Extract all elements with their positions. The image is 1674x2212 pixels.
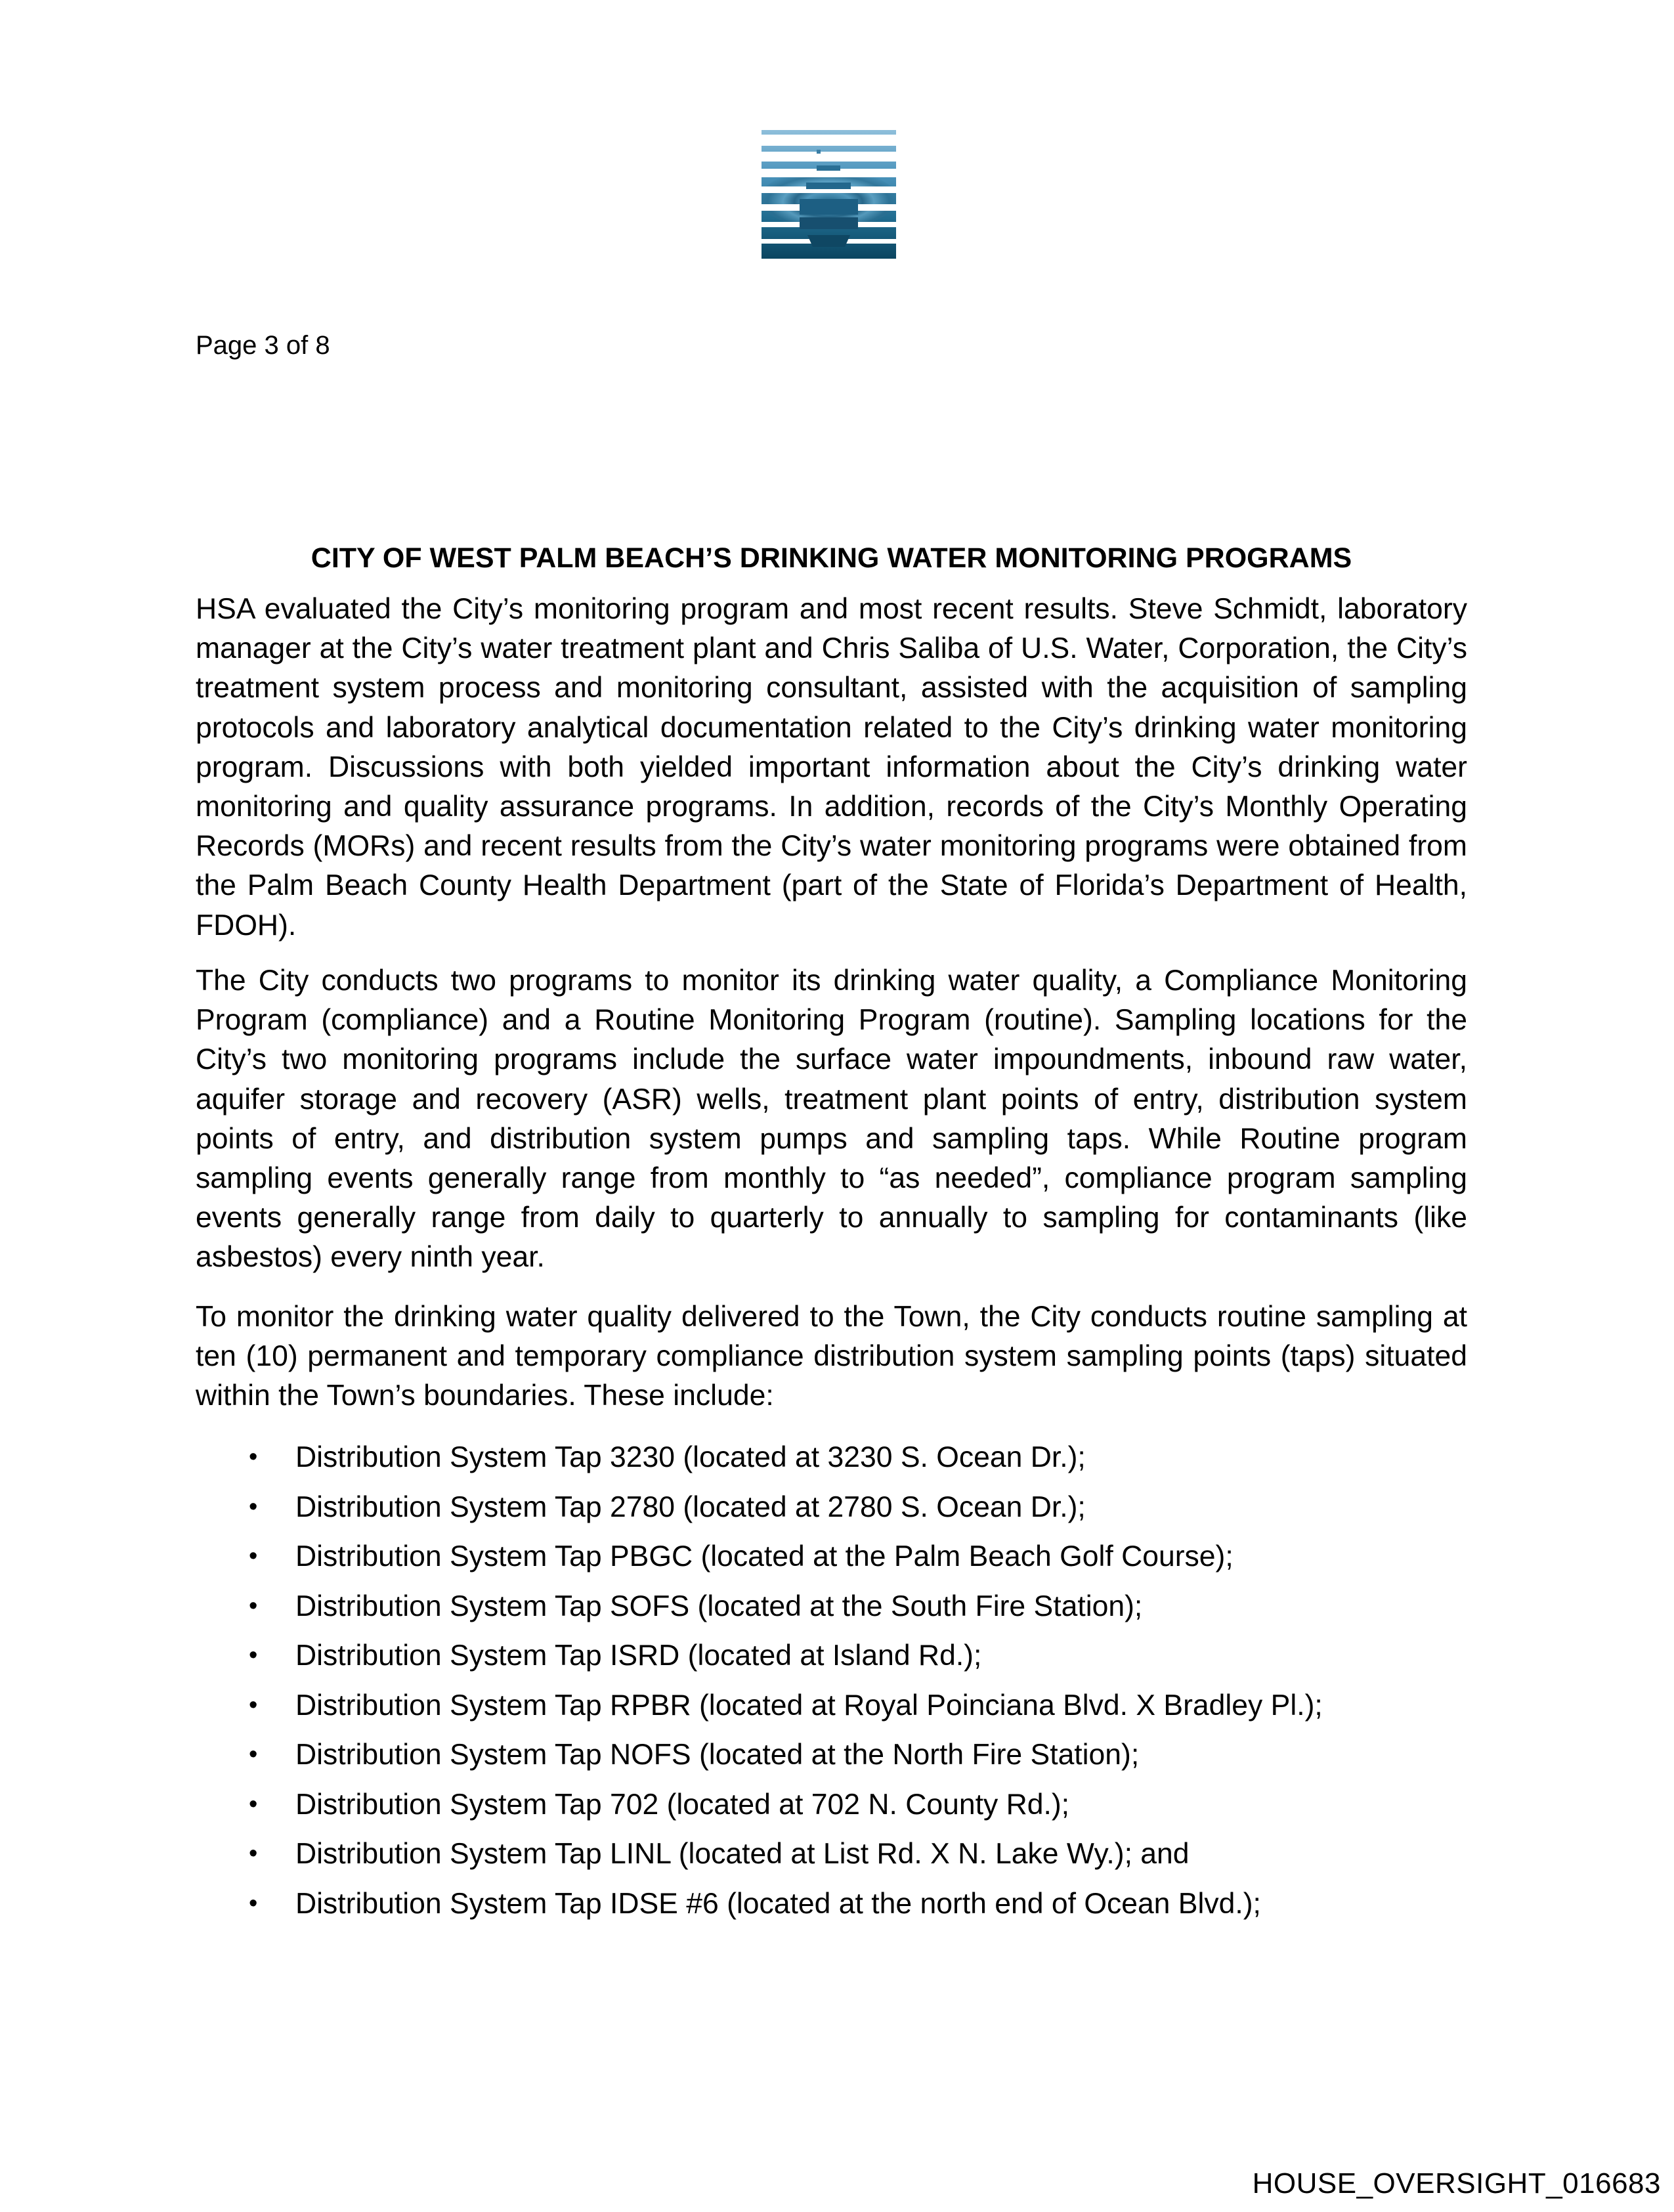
company-logo bbox=[762, 130, 896, 259]
list-item bbox=[196, 1730, 1467, 1780]
list-item bbox=[196, 1582, 1467, 1632]
bullet-icon: • bbox=[249, 1741, 258, 1768]
list-item bbox=[196, 1780, 1467, 1830]
list-item bbox=[196, 1829, 1467, 1879]
list-item bbox=[196, 1532, 1467, 1582]
bates-stamp: HOUSE_OVERSIGHT_016683 bbox=[1252, 2167, 1661, 2200]
list-item bbox=[196, 1483, 1467, 1532]
tap-label: Distribution System Tap RPBR (located at Royal Poinciana Blvd. X Bradley Pl.); bbox=[295, 1689, 1323, 1722]
bullet-icon: • bbox=[249, 1592, 258, 1620]
bullet-icon: • bbox=[249, 1790, 258, 1818]
bullet-icon: • bbox=[249, 1443, 258, 1471]
tap-label: Distribution System Tap NOFS (located at the North Fire Station); bbox=[295, 1739, 1140, 1771]
bullet-icon: • bbox=[249, 1492, 258, 1521]
sampling-tap-list bbox=[196, 1433, 1467, 1928]
tap-label: Distribution System Tap 3230 (located at 3230 S. Ocean Dr.); bbox=[295, 1441, 1086, 1473]
bullet-icon: • bbox=[249, 1840, 258, 1867]
tap-label: Distribution System Tap 702 (located at 702 N. County Rd.); bbox=[295, 1788, 1070, 1821]
list-item bbox=[196, 1433, 1467, 1483]
paragraph-town-sampling: To monitor the drinking water quality delivered to the Town, the City conducts routine sampling at ten (10) permanent and temporary compliance distribution system sampling points (taps) situated within the Town’s boundaries. These include: bbox=[196, 1301, 1467, 1412]
section-title-text: CITY OF WEST PALM BEACH’S DRINKING WATER MONITORING PROGRAMS bbox=[311, 542, 1352, 574]
paragraph-hsa-evaluation: HSA evaluated the City’s monitoring program and most recent results. Steve Schmidt, laboratory manager at the City’s water treatment plant and Chris Saliba of U.S. Water, Corporation, the City’s treatment system process and monitoring consultant, assisted with the acquisition of sampling protocols and laboratory analytical documentation related to the City’s drinking water monitoring program. Discussions with both yielded important information about the City’s drinking water monitoring and quality assurance programs. In addition, records of the City’s Monthly Operating Records (MORs) and recent results from the City’s water monitoring programs were obtained from the Palm Beach County Health Department (part of the State of Florida’s Department of Health, FDOH). bbox=[196, 593, 1467, 942]
tap-label: Distribution System Tap ISRD (located at Island Rd.); bbox=[295, 1639, 982, 1672]
tap-label: Distribution System Tap 2780 (located at 2780 S. Ocean Dr.); bbox=[295, 1490, 1086, 1523]
section-title bbox=[196, 540, 1467, 576]
tap-label: Distribution System Tap IDSE #6 (located at the north end of Ocean Blvd.); bbox=[295, 1887, 1261, 1920]
list-item bbox=[196, 1879, 1467, 1929]
bullet-icon: • bbox=[249, 1641, 258, 1669]
bullet-icon: • bbox=[249, 1542, 258, 1570]
page-number: Page 3 of 8 bbox=[196, 331, 330, 360]
bullet-icon: • bbox=[249, 1889, 258, 1917]
list-item bbox=[196, 1631, 1467, 1681]
list-item bbox=[196, 1681, 1467, 1731]
tap-label: Distribution System Tap LINL (located at List Rd. X N. Lake Wy.); and bbox=[295, 1838, 1190, 1870]
tap-label: Distribution System Tap PBGC (located at the Palm Beach Golf Course); bbox=[295, 1540, 1234, 1572]
paragraph-monitoring-programs: The City conducts two programs to monitor its drinking water quality, a Compliance Monitoring Program (compliance) and a Routine Monitoring Program (routine). Sampling locations for the City’s two monitoring programs include the surface water impoundments, inbound raw water, aquifer storage and recovery (ASR) wells, treatment plant points of entry, distribution system points of entry, and distribution system pumps and sampling taps. While Routine program sampling events generally range from monthly to “as needed”, compliance program sampling events generally range from daily to quarterly to annually to sampling for contaminants (like asbestos) every ninth year. bbox=[196, 965, 1467, 1274]
water-ripple-logo-icon bbox=[762, 130, 896, 259]
bullet-icon: • bbox=[249, 1691, 258, 1719]
tap-label: Distribution System Tap SOFS (located at the South Fire Station); bbox=[295, 1590, 1143, 1622]
